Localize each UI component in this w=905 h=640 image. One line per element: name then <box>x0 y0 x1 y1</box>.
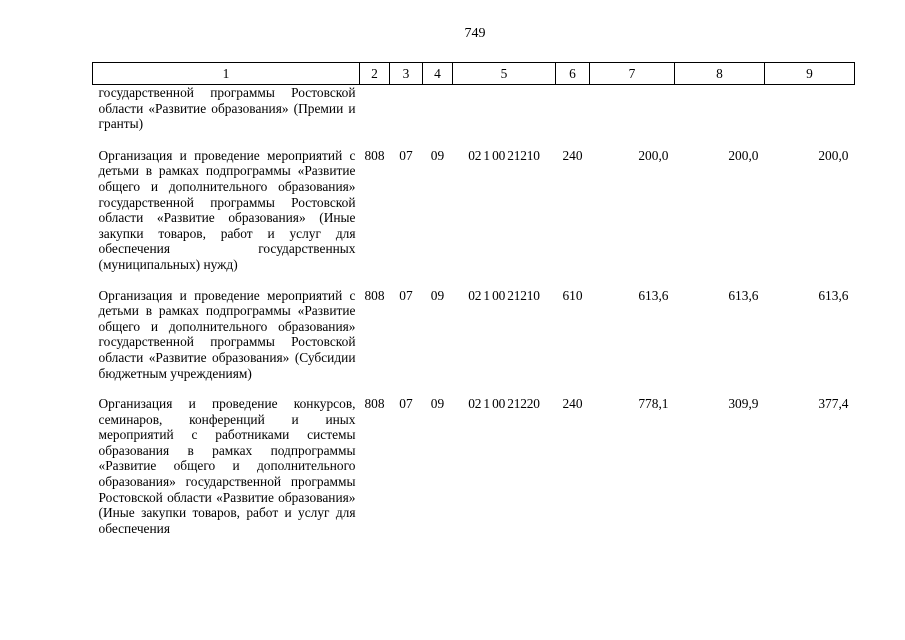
column-header-5: 5 <box>453 63 556 85</box>
row-amount-col9: 377,4 <box>818 396 849 412</box>
row-section-code: 07 <box>399 287 413 303</box>
row-target-article-code <box>453 85 556 148</box>
column-header-9: 9 <box>765 63 855 85</box>
table-row <box>93 148 855 288</box>
row-amount-col7: 613,6 <box>638 287 669 303</box>
column-header-4: 4 <box>423 63 453 85</box>
row-amount-col9: 613,6 <box>818 287 849 303</box>
row-description: Организация и проведение конкурсов, семинаров, конференций и иных мероприятий с работниками системы образования в рамках подпрограммы «Развитие общего и дополнительного образования» государственной программы Ростовской области «Развитие образования» (Иные закупки товаров, работ и услуг для обеспечения <box>98 396 356 536</box>
row-expense-type-code <box>556 85 590 148</box>
row-description: государственной программы Ростовской области «Развитие образования» (Премии и гранты) <box>98 85 356 132</box>
row-amount-col7 <box>590 85 675 148</box>
page-number: 749 <box>464 26 486 41</box>
column-header-1: 1 <box>93 63 360 85</box>
row-target-article-code: 02 1 00 21210 <box>468 287 540 303</box>
row-gr-code: 808 <box>364 287 385 303</box>
column-number-header-row <box>93 63 855 85</box>
row-amount-col9: 200,0 <box>818 147 849 163</box>
row-gr-code <box>360 85 390 148</box>
row-amount-col7: 778,1 <box>638 396 669 412</box>
row-amount-col8: 200,0 <box>728 147 759 163</box>
row-target-article-code: 02 1 00 21220 <box>468 396 540 412</box>
row-expense-type-code: 240 <box>562 396 583 412</box>
row-amount-col8: 309,9 <box>728 396 759 412</box>
row-expense-type-code: 610 <box>562 287 583 303</box>
row-target-article-code: 02 1 00 21210 <box>468 147 540 163</box>
table-row <box>93 396 855 536</box>
row-amount-col8: 613,6 <box>728 287 759 303</box>
column-header-8: 8 <box>675 63 765 85</box>
column-header-6: 6 <box>556 63 590 85</box>
row-subsection-code: 09 <box>430 396 445 412</box>
row-amount-col7: 200,0 <box>638 147 669 163</box>
row-description: Организация и проведение мероприятий с детьми в рамках подпрограммы «Развитие общего и дополнительного образования» государственной программы Ростовской области «Развитие образования» (Иные закупки товаров, работ и услуг для обеспечения государственных (муниципальных) нужд) <box>98 147 356 272</box>
row-gr-code: 808 <box>364 396 385 412</box>
row-subsection-code <box>423 85 453 148</box>
row-amount-col8 <box>675 85 765 148</box>
row-section-code <box>390 85 423 148</box>
table-row <box>93 288 855 397</box>
row-description: Организация и проведение мероприятий с детьми в рамках подпрограммы «Развитие общего и дополнительного образования» государственной программы Ростовской области «Развитие образования» (Субсидии бюджетным учреждениям) <box>98 287 356 381</box>
row-subsection-code: 09 <box>430 287 445 303</box>
table-row <box>93 85 855 148</box>
row-section-code: 07 <box>399 396 413 412</box>
row-gr-code: 808 <box>364 147 385 163</box>
row-expense-type-code: 240 <box>562 147 583 163</box>
row-section-code: 07 <box>399 147 413 163</box>
budget-table <box>92 62 855 536</box>
column-header-2: 2 <box>360 63 390 85</box>
column-header-3: 3 <box>390 63 423 85</box>
row-subsection-code: 09 <box>430 147 445 163</box>
row-amount-col9 <box>765 85 855 148</box>
column-header-7: 7 <box>590 63 675 85</box>
